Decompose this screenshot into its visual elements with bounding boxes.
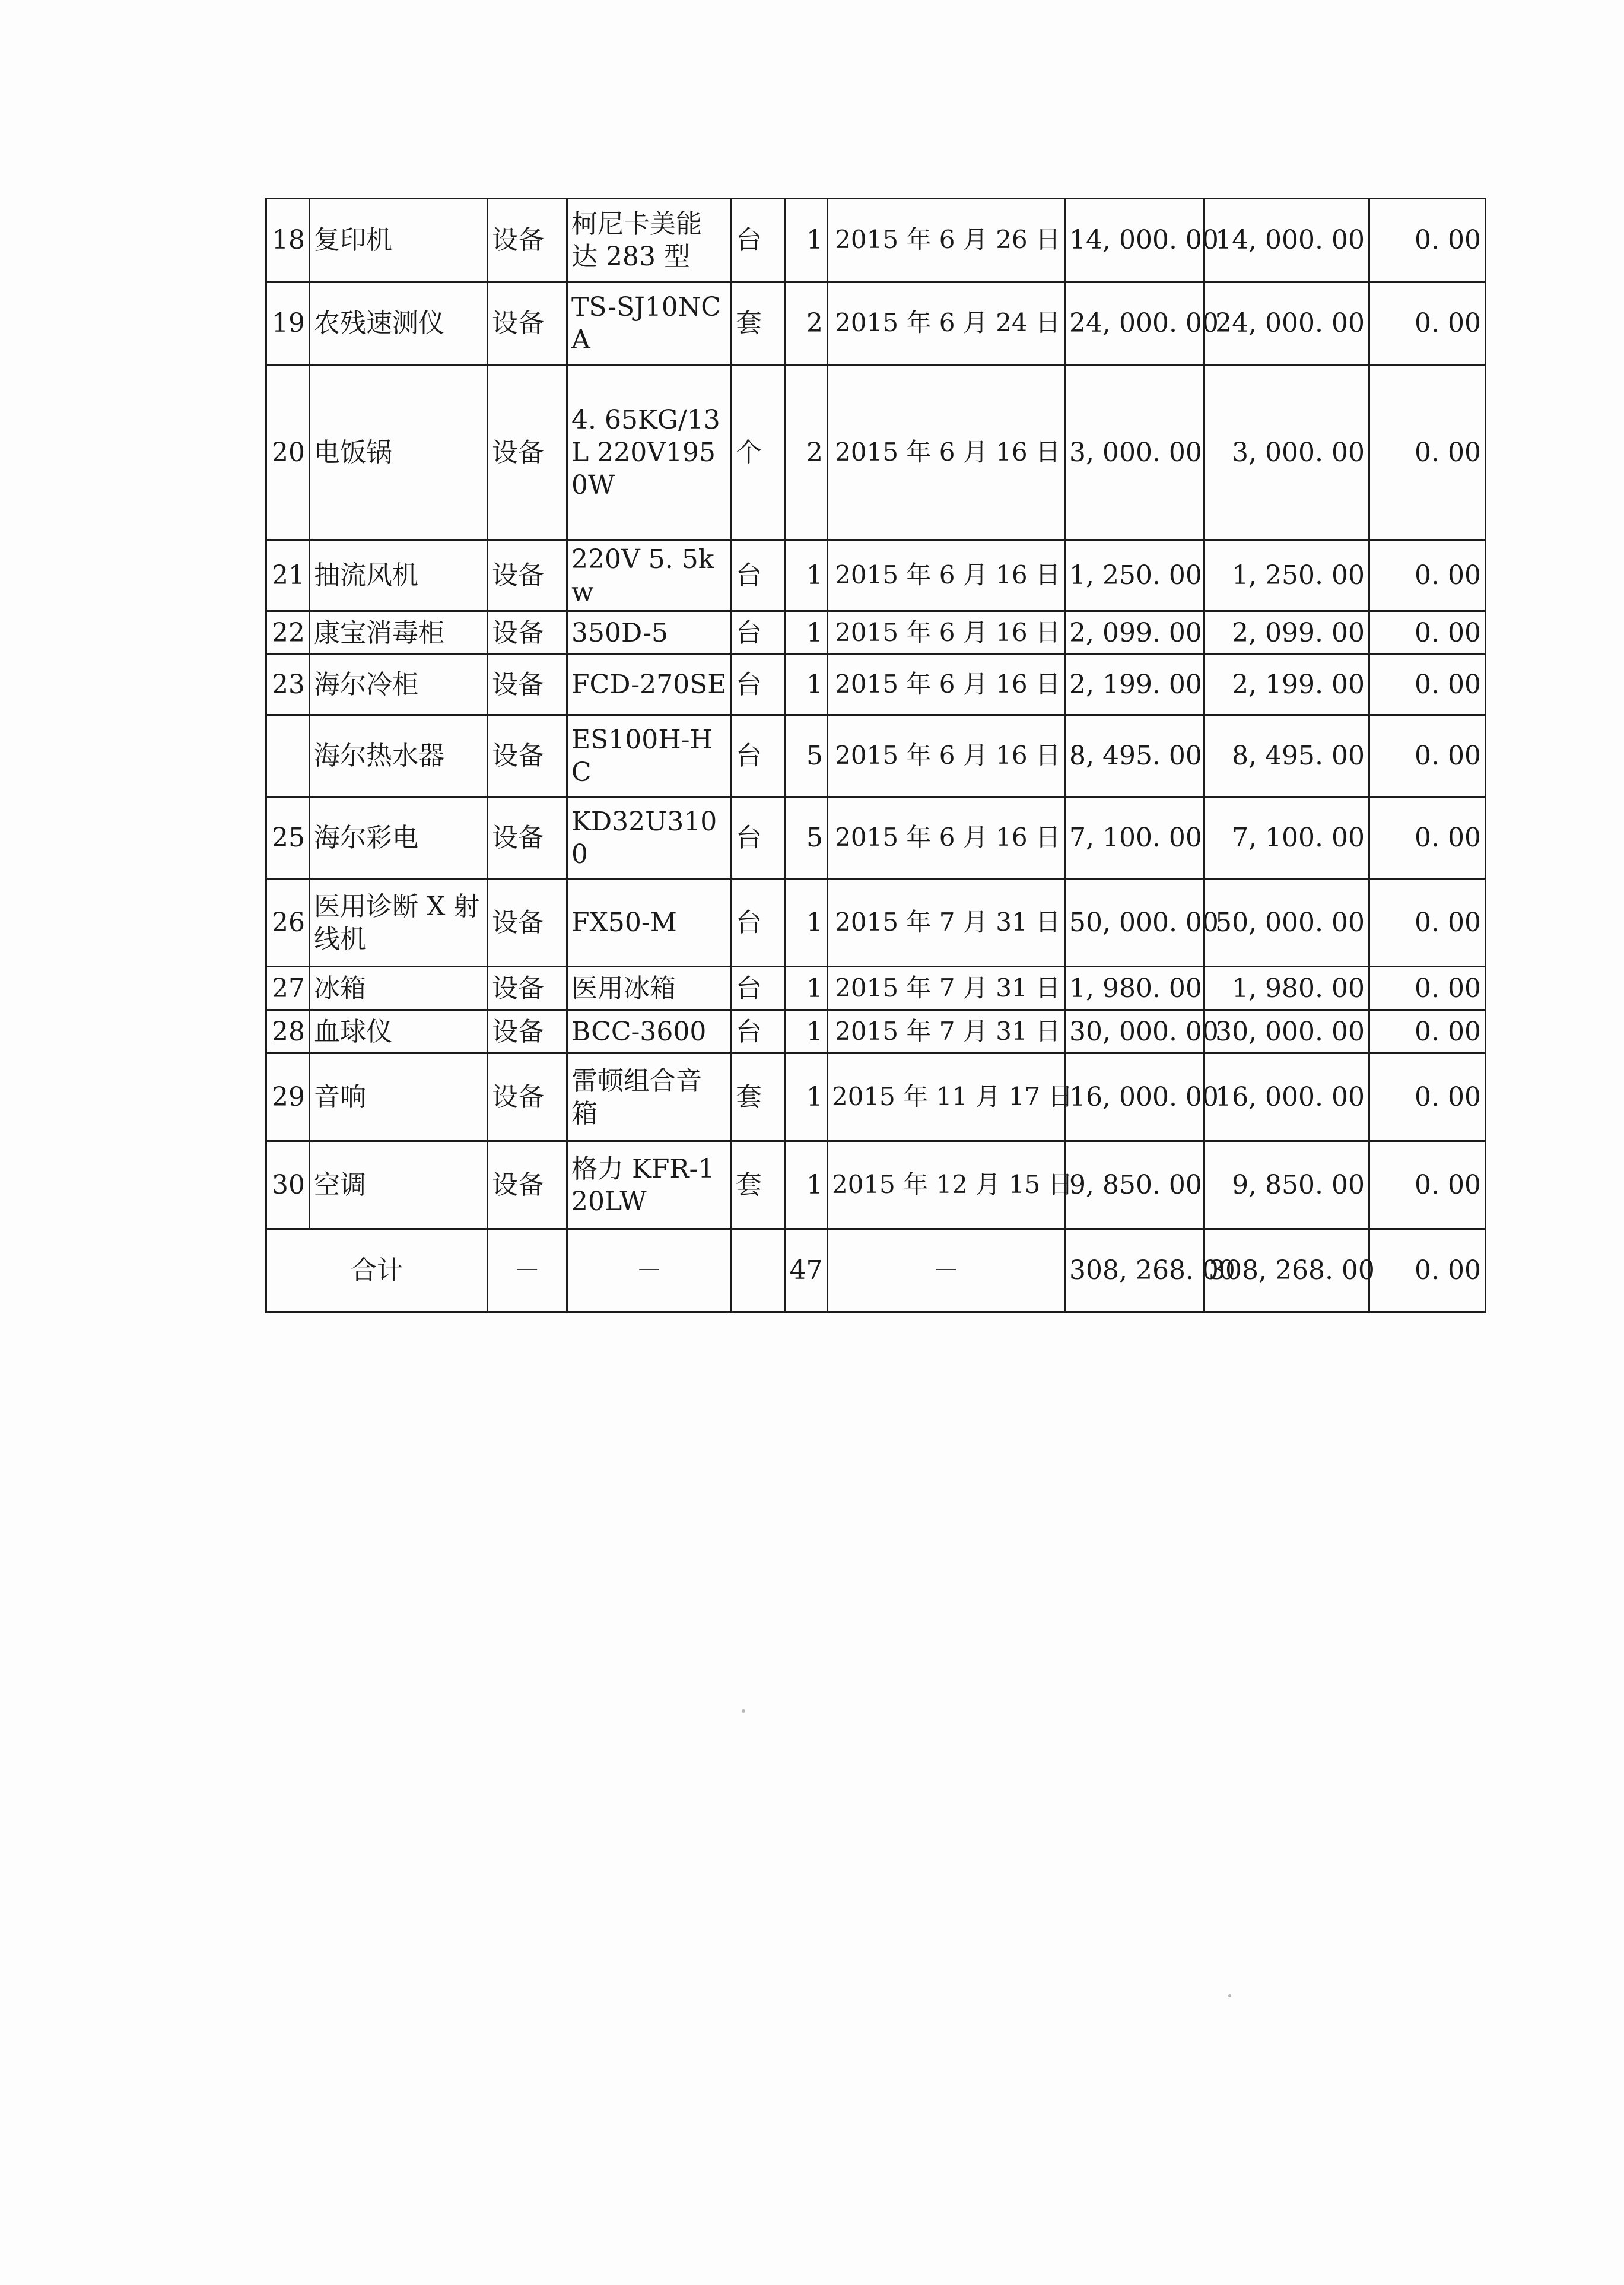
book-value: 50, 000. 00 <box>1205 879 1369 967</box>
book-value: 1, 980. 00 <box>1205 967 1369 1010</box>
table-row <box>266 611 1486 655</box>
asset-model: TS-SJ10NCA <box>567 282 732 365</box>
acquisition-date: 2015 年 6 月 16 日 <box>828 797 1065 879</box>
net-value: 0. 00 <box>1369 967 1486 1010</box>
asset-name: 海尔彩电 <box>310 797 488 879</box>
net-value: 0. 00 <box>1369 1141 1486 1229</box>
total-unit <box>732 1229 785 1312</box>
original-value: 1, 250. 00 <box>1065 540 1205 611</box>
asset-model: 格力 KFR-120LW <box>567 1141 732 1229</box>
asset-name: 海尔冷柜 <box>310 655 488 715</box>
asset-quantity: 2 <box>785 365 828 540</box>
table-row <box>266 1141 1486 1229</box>
row-number: 30 <box>266 1141 310 1229</box>
asset-quantity: 1 <box>785 655 828 715</box>
asset-unit: 台 <box>732 879 785 967</box>
row-number: 22 <box>266 611 310 655</box>
total-original-value: 308, 268. 00 <box>1065 1229 1205 1312</box>
net-value: 0. 00 <box>1369 282 1486 365</box>
asset-quantity: 1 <box>785 879 828 967</box>
asset-quantity: 5 <box>785 797 828 879</box>
original-value: 2, 199. 00 <box>1065 655 1205 715</box>
net-value: 0. 00 <box>1369 655 1486 715</box>
original-value: 16, 000. 00 <box>1065 1053 1205 1141</box>
table-row <box>266 282 1486 365</box>
net-value: 0. 00 <box>1369 1053 1486 1141</box>
table-row <box>266 655 1486 715</box>
original-value: 24, 000. 00 <box>1065 282 1205 365</box>
net-value: 0. 00 <box>1369 365 1486 540</box>
asset-unit: 套 <box>732 1141 785 1229</box>
asset-unit: 台 <box>732 715 785 797</box>
net-value: 0. 00 <box>1369 879 1486 967</box>
asset-category: 设备 <box>488 655 567 715</box>
asset-model: 350D-5 <box>567 611 732 655</box>
asset-unit: 台 <box>732 199 785 282</box>
asset-name: 海尔热水器 <box>310 715 488 797</box>
asset-category: 设备 <box>488 1053 567 1141</box>
original-value: 2, 099. 00 <box>1065 611 1205 655</box>
net-value: 0. 00 <box>1369 540 1486 611</box>
asset-model: 医用冰箱 <box>567 967 732 1010</box>
asset-unit: 套 <box>732 282 785 365</box>
net-value: 0. 00 <box>1369 611 1486 655</box>
asset-model: FCD-270SE <box>567 655 732 715</box>
total-model: － <box>567 1229 732 1312</box>
acquisition-date: 2015 年 7 月 31 日 <box>828 1010 1065 1053</box>
asset-table-body <box>266 199 1486 1229</box>
acquisition-date: 2015 年 6 月 16 日 <box>828 611 1065 655</box>
row-number: 29 <box>266 1053 310 1141</box>
asset-category: 设备 <box>488 282 567 365</box>
asset-quantity: 1 <box>785 1053 828 1141</box>
book-value: 30, 000. 00 <box>1205 1010 1369 1053</box>
table-row <box>266 1053 1486 1141</box>
net-value: 0. 00 <box>1369 715 1486 797</box>
asset-name: 血球仪 <box>310 1010 488 1053</box>
acquisition-date: 2015 年 7 月 31 日 <box>828 967 1065 1010</box>
asset-quantity: 1 <box>785 199 828 282</box>
asset-model: 柯尼卡美能达 283 型 <box>567 199 732 282</box>
total-row <box>266 1229 1486 1312</box>
book-value: 7, 100. 00 <box>1205 797 1369 879</box>
acquisition-date: 2015 年 6 月 16 日 <box>828 540 1065 611</box>
asset-category: 设备 <box>488 1141 567 1229</box>
row-number: 25 <box>266 797 310 879</box>
acquisition-date: 2015 年 7 月 31 日 <box>828 879 1065 967</box>
table-row <box>266 879 1486 967</box>
book-value: 16, 000. 00 <box>1205 1053 1369 1141</box>
book-value: 2, 099. 00 <box>1205 611 1369 655</box>
table-row <box>266 365 1486 540</box>
row-number: 21 <box>266 540 310 611</box>
scan-speck <box>1228 1994 1231 1997</box>
original-value: 14, 000. 00 <box>1065 199 1205 282</box>
book-value: 9, 850. 00 <box>1205 1141 1369 1229</box>
asset-quantity: 1 <box>785 540 828 611</box>
asset-category: 设备 <box>488 365 567 540</box>
asset-unit: 台 <box>732 540 785 611</box>
total-date: － <box>828 1229 1065 1312</box>
asset-name: 抽流风机 <box>310 540 488 611</box>
row-number: 26 <box>266 879 310 967</box>
row-number: 19 <box>266 282 310 365</box>
table-row <box>266 967 1486 1010</box>
asset-unit: 台 <box>732 611 785 655</box>
asset-model: FX50-M <box>567 879 732 967</box>
asset-name: 医用诊断 X 射线机 <box>310 879 488 967</box>
row-number: 28 <box>266 1010 310 1053</box>
asset-category: 设备 <box>488 540 567 611</box>
asset-model: 雷顿组合音箱 <box>567 1053 732 1141</box>
row-number: 18 <box>266 199 310 282</box>
scan-speck <box>742 1709 745 1713</box>
asset-quantity: 5 <box>785 715 828 797</box>
book-value: 1, 250. 00 <box>1205 540 1369 611</box>
asset-quantity: 1 <box>785 1010 828 1053</box>
asset-name: 空调 <box>310 1141 488 1229</box>
asset-table-total <box>266 1229 1486 1312</box>
acquisition-date: 2015 年 6 月 16 日 <box>828 365 1065 540</box>
book-value: 8, 495. 00 <box>1205 715 1369 797</box>
asset-model: ES100H-HC <box>567 715 732 797</box>
asset-name: 音响 <box>310 1053 488 1141</box>
acquisition-date: 2015 年 6 月 24 日 <box>828 282 1065 365</box>
asset-category: 设备 <box>488 1010 567 1053</box>
row-number: 27 <box>266 967 310 1010</box>
asset-model: 4. 65KG/13L 220V1950W <box>567 365 732 540</box>
asset-unit: 台 <box>732 1010 785 1053</box>
table-row <box>266 1010 1486 1053</box>
acquisition-date: 2015 年 12 月 15 日 <box>828 1141 1065 1229</box>
total-qty: 47 <box>785 1229 828 1312</box>
asset-quantity: 1 <box>785 967 828 1010</box>
asset-unit: 台 <box>732 655 785 715</box>
total-book-value: 308, 268. 00 <box>1205 1229 1369 1312</box>
row-number: 20 <box>266 365 310 540</box>
net-value: 0. 00 <box>1369 797 1486 879</box>
acquisition-date: 2015 年 6 月 16 日 <box>828 715 1065 797</box>
asset-name: 康宝消毒柜 <box>310 611 488 655</box>
original-value: 1, 980. 00 <box>1065 967 1205 1010</box>
asset-name: 复印机 <box>310 199 488 282</box>
book-value: 2, 199. 00 <box>1205 655 1369 715</box>
asset-category: 设备 <box>488 199 567 282</box>
table-row <box>266 540 1486 611</box>
asset-category: 设备 <box>488 797 567 879</box>
original-value: 8, 495. 00 <box>1065 715 1205 797</box>
net-value: 0. 00 <box>1369 199 1486 282</box>
original-value: 3, 000. 00 <box>1065 365 1205 540</box>
table-row <box>266 797 1486 879</box>
total-label: 合计 <box>266 1229 488 1312</box>
book-value: 14, 000. 00 <box>1205 199 1369 282</box>
asset-name: 电饭锅 <box>310 365 488 540</box>
asset-name: 冰箱 <box>310 967 488 1010</box>
asset-quantity: 1 <box>785 611 828 655</box>
original-value: 9, 850. 00 <box>1065 1141 1205 1229</box>
original-value: 30, 000. 00 <box>1065 1010 1205 1053</box>
asset-quantity: 1 <box>785 1141 828 1229</box>
asset-category: 设备 <box>488 715 567 797</box>
total-category: － <box>488 1229 567 1312</box>
asset-name: 农残速测仪 <box>310 282 488 365</box>
table-row <box>266 199 1486 282</box>
original-value: 7, 100. 00 <box>1065 797 1205 879</box>
book-value: 24, 000. 00 <box>1205 282 1369 365</box>
original-value: 50, 000. 00 <box>1065 879 1205 967</box>
acquisition-date: 2015 年 6 月 26 日 <box>828 199 1065 282</box>
asset-model: BCC-3600 <box>567 1010 732 1053</box>
asset-quantity: 2 <box>785 282 828 365</box>
total-net-value: 0. 00 <box>1369 1229 1486 1312</box>
asset-unit: 个 <box>732 365 785 540</box>
acquisition-date: 2015 年 11 月 17 日 <box>828 1053 1065 1141</box>
asset-table <box>265 198 1486 1313</box>
asset-unit: 台 <box>732 967 785 1010</box>
row-number: 23 <box>266 655 310 715</box>
book-value: 3, 000. 00 <box>1205 365 1369 540</box>
net-value: 0. 00 <box>1369 1010 1486 1053</box>
asset-category: 设备 <box>488 967 567 1010</box>
acquisition-date: 2015 年 6 月 16 日 <box>828 655 1065 715</box>
asset-model: 220V 5. 5kw <box>567 540 732 611</box>
row-number <box>266 715 310 797</box>
asset-category: 设备 <box>488 879 567 967</box>
asset-category: 设备 <box>488 611 567 655</box>
asset-unit: 套 <box>732 1053 785 1141</box>
asset-model: KD32U3100 <box>567 797 732 879</box>
table-row <box>266 715 1486 797</box>
asset-unit: 台 <box>732 797 785 879</box>
